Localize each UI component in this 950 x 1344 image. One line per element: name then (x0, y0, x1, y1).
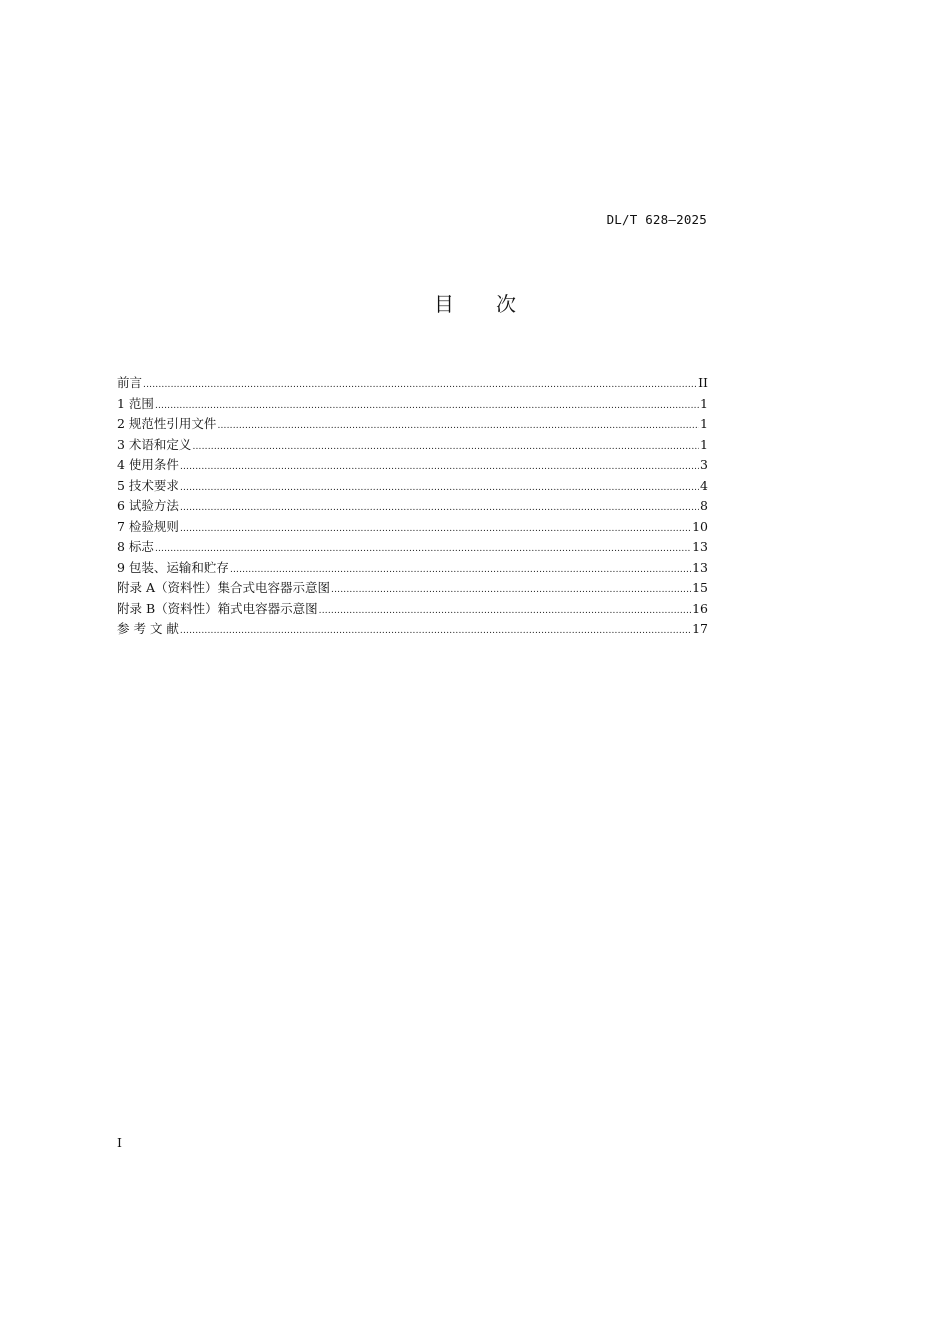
toc-entry-page: 1 (700, 436, 708, 452)
toc-entry-label: 7 检验规则 (117, 518, 179, 534)
toc-entry-label: 6 试验方法 (117, 498, 179, 513)
page-title (0, 288, 950, 317)
toc-dot-leader (180, 517, 691, 540)
toc-entry-page: 8 (700, 498, 708, 513)
toc-entry-page: 17 (692, 621, 708, 636)
toc-dot-leader (155, 394, 699, 417)
toc-dot-leader (180, 476, 699, 499)
toc-entry-technical-requirements[interactable] (117, 476, 708, 497)
toc-entry-label: 9 包装、运输和贮存 (117, 559, 229, 575)
title-part-1: 目 (434, 292, 454, 316)
toc-dot-leader (230, 558, 691, 581)
toc-entry-normative-references[interactable] (117, 414, 708, 435)
toc-dot-leader (331, 578, 691, 601)
table-of-contents (117, 373, 708, 640)
toc-entry-test-methods[interactable] (117, 496, 708, 517)
toc-entry-scope[interactable] (117, 394, 708, 415)
toc-dot-leader (155, 537, 691, 560)
toc-entry-page: 15 (692, 580, 708, 595)
toc-entry-annex-b[interactable] (117, 599, 708, 620)
toc-entry-label: 8 标志 (117, 539, 154, 554)
toc-dot-leader (180, 619, 691, 642)
toc-entry-label: 参 考 文 献 (117, 621, 179, 636)
toc-entry-terms-definitions[interactable] (117, 435, 708, 456)
toc-entry-label: 3 术语和定义 (117, 436, 192, 452)
toc-entry-bibliography[interactable] (117, 619, 708, 640)
toc-entry-service-conditions[interactable] (117, 455, 708, 476)
toc-entry-page: 16 (692, 600, 708, 616)
toc-entry-packaging-transport-storage[interactable] (117, 558, 708, 579)
toc-dot-leader (319, 599, 691, 622)
toc-dot-leader (180, 455, 699, 478)
toc-dot-leader (143, 373, 697, 396)
title-part-2: 次 (496, 292, 516, 316)
toc-entry-label: 前言 (117, 375, 143, 390)
toc-entry-label: 附录 A（资料性）集合式电容器示意图 (117, 580, 331, 595)
toc-entry-page: II (698, 375, 708, 390)
toc-entry-page: 13 (692, 559, 708, 575)
toc-entry-page: 4 (700, 477, 708, 493)
toc-entry-label: 1 范围 (117, 395, 154, 411)
toc-entry-label: 4 使用条件 (117, 457, 179, 472)
toc-entry-annex-a[interactable] (117, 578, 708, 599)
toc-entry-label: 5 技术要求 (117, 477, 179, 493)
toc-entry-page: 1 (700, 416, 708, 431)
toc-dot-leader (217, 414, 699, 437)
document-code: DL/T 628—2025 (606, 212, 707, 227)
toc-entry-page: 1 (700, 395, 708, 411)
toc-entry-preface[interactable] (117, 373, 708, 394)
toc-entry-label: 附录 B（资料性）箱式电容器示意图 (117, 600, 318, 616)
toc-entry-marking[interactable] (117, 537, 708, 558)
toc-dot-leader (192, 435, 699, 458)
toc-entry-page: 10 (692, 518, 708, 534)
page-number: I (117, 1135, 122, 1150)
toc-entry-page: 3 (700, 457, 708, 472)
toc-entry-page: 13 (692, 539, 708, 554)
toc-entry-inspection-rules[interactable] (117, 517, 708, 538)
toc-dot-leader (180, 496, 699, 519)
toc-entry-label: 2 规范性引用文件 (117, 416, 217, 431)
